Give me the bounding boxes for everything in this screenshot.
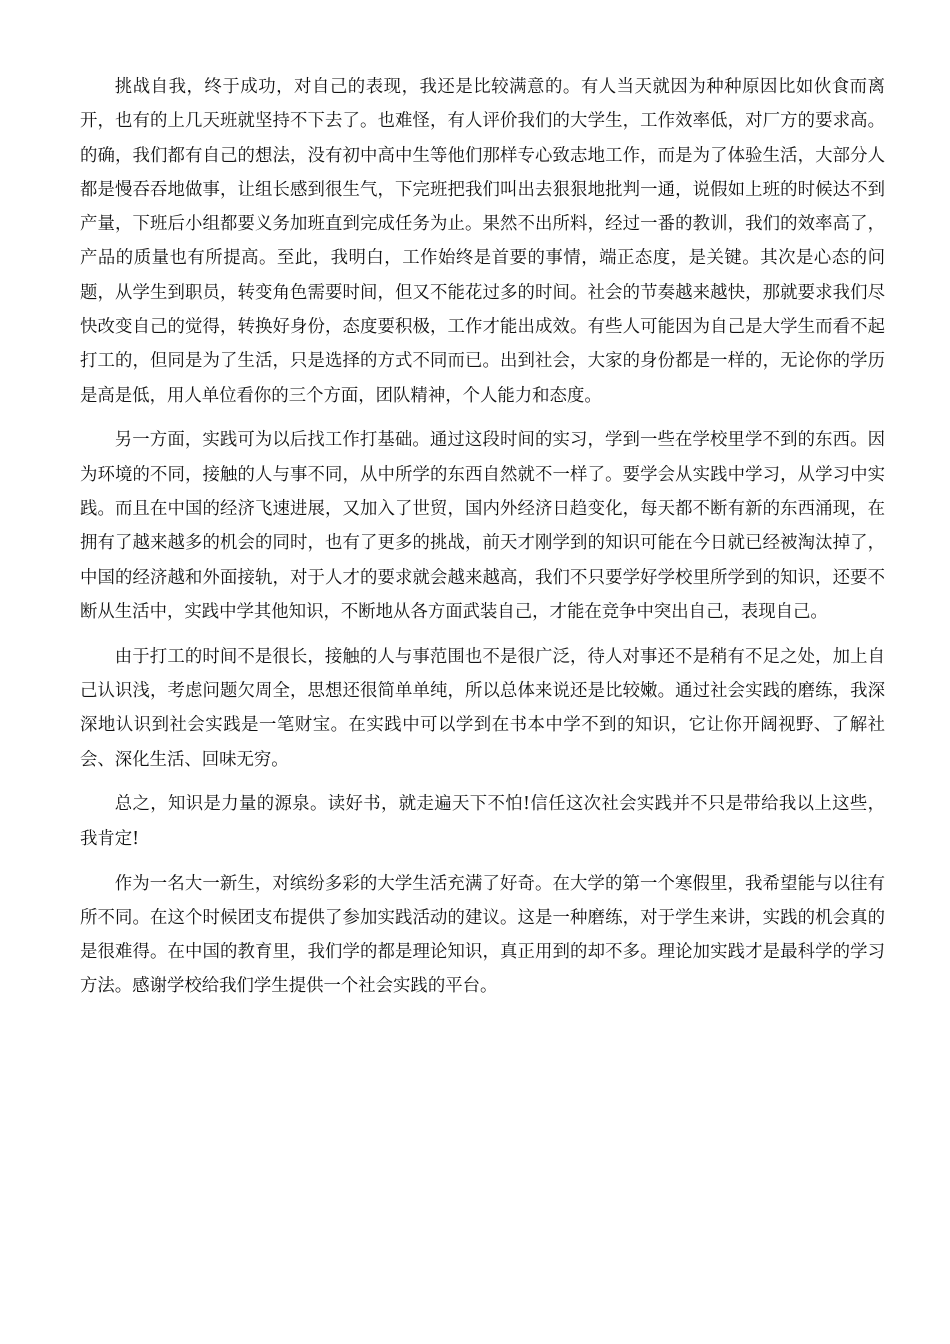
paragraph-3: 由于打工的时间不是很长，接触的人与事范围也不是很广泛，待人对事还不是稍有不足之处，加上自己认识浅，考虑问题欠周全，思想还很简单单纯，所以总体来说还是比较嫩。通过社会实践的磨练，我深深地认识到社会实践是一笔财宝。在实践中可以学到在书本中学不到的知识，它让你开阔视野、了解社会、深化生活、回味无穷。 [80, 646, 885, 770]
paragraph-4: 总之，知识是力量的源泉。读好书，就走遍天下不怕!信任这次社会实践并不只是带给我以上这些，我肯定! [80, 794, 885, 849]
document-body [80, 70, 885, 1014]
paragraph-2: 另一方面，实践可为以后找工作打基础。通过这段时间的实习，学到一些在学校里学不到的东西。因为环境的不同，接触的人与事不同，从中所学的东西自然就不一样了。要学会从实践中学习，从学习中实践。而且在中国的经济飞速进展，又加入了世贸，国内外经济日趋变化，每天都不断有新的东西涌现，在拥有了越来越多的机会的同时，也有了更多的挑战，前天才刚学到的知识可能在今日就已经被淘汰掉了，中国的经济越和外面接轨，对于人才的要求就会越来越高，我们不只要学好学校里所学到的知识，还要不断从生活中，实践中学其他知识，不断地从各方面武装自己，才能在竞争中突出自己，表现自己。 [80, 430, 885, 622]
paragraph-1: 挑战自我，终于成功，对自己的表现，我还是比较满意的。有人当天就因为种种原因比如伙食而离开，也有的上几天班就坚持不下去了。也难怪，有人评价我们的大学生，工作效率低，对厂方的要求高。的确，我们都有自己的想法，没有初中高中生等他们那样专心致志地工作，而是为了体验生活，大部分人都是慢吞吞地做事，让组长感到很生气，下完班把我们叫出去狠狠地批判一通，说假如上班的时候达不到产量，下班后小组都要义务加班直到完成任务为止。果然不出所料，经过一番的教训，我们的效率高了，产品的质量也有所提高。至此，我明白，工作始终是首要的事情，端正态度，是关键。其次是心态的问题，从学生到职员，转变角色需要时间，但又不能花过多的时间。社会的节奏越来越快，那就要求我们尽快改变自己的觉得，转换好身份，态度要积极，工作才能出成效。有些人可能因为自己是大学生而看不起打工的，但同是为了生活，只是选择的方式不同而已。出到社会，大家的身份都是一样的，无论你的学历是高是低，用人单位看你的三个方面，团队精神，个人能力和态度。 [80, 77, 885, 406]
paragraph-5: 作为一名大一新生，对缤纷多彩的大学生活充满了好奇。在大学的第一个寒假里，我希望能与以往有所不同。在这个时候团支布提供了参加实践活动的建议。这是一种磨练，对于学生来讲，实践的机会真的是很难得。在中国的教育里，我们学的都是理论知识，真正用到的却不多。理论加实践才是最科学的学习方法。感谢学校给我们学生提供一个社会实践的平台。 [80, 873, 885, 997]
